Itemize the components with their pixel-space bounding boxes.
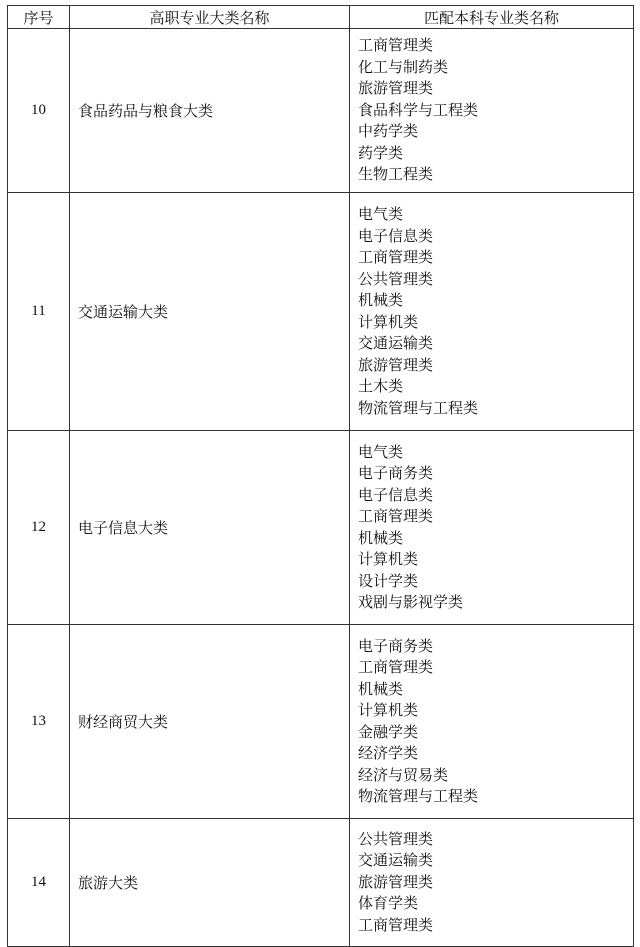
undergrad-major-item: 计算机类: [358, 312, 419, 331]
row-number: 11: [8, 193, 70, 431]
vocational-category: 旅游大类: [70, 819, 350, 947]
undergrad-major-item: 经济与贸易类: [358, 765, 449, 784]
undergrad-major-item: 机械类: [358, 679, 404, 698]
table-row: [8, 29, 634, 193]
undergrad-major-item: 戏剧与影视学类: [358, 593, 464, 611]
major-matching-table: [7, 5, 634, 947]
undergrad-major-item: 工商管理类: [358, 248, 434, 266]
undergrad-major-item: 体育学类: [358, 894, 419, 913]
undergrad-major-item: 经济学类: [358, 744, 419, 762]
undergrad-major-item: 金融学类: [358, 722, 419, 741]
undergrad-major-item: 交通运输类: [358, 334, 434, 352]
undergrad-major-item: 工商管理类: [358, 658, 434, 676]
undergrad-major-item: 旅游管理类: [358, 79, 434, 98]
table-row: [8, 431, 634, 625]
undergrad-major-item: 电气类: [358, 205, 404, 223]
undergrad-major-item: 电子信息类: [358, 485, 434, 504]
row-number: 13: [8, 625, 70, 819]
row-number: 10: [8, 29, 70, 193]
undergrad-major-item: 计算机类: [358, 701, 419, 719]
undergrad-major-list: [350, 819, 634, 947]
undergrad-major-item: 旅游管理类: [358, 355, 434, 374]
undergrad-major-item: 设计学类: [358, 571, 419, 590]
undergrad-major-item: 药学类: [358, 143, 404, 162]
header-vocational-category: 高职专业大类名称: [70, 6, 350, 29]
header-seq: 序号: [8, 6, 70, 29]
vocational-category: 财经商贸大类: [70, 625, 350, 819]
header-undergrad-category: 匹配本科专业类名称: [350, 6, 634, 29]
undergrad-major-item: 交通运输类: [358, 851, 434, 870]
header-row: [8, 6, 634, 29]
undergrad-major-list: [350, 29, 634, 193]
undergrad-major-item: 工商管理类: [358, 507, 434, 525]
undergrad-major-item: 生物工程类: [358, 165, 434, 184]
undergrad-major-item: 工商管理类: [358, 36, 434, 55]
undergrad-major-list: [350, 193, 634, 431]
vocational-category: 电子信息大类: [70, 431, 350, 625]
undergrad-major-item: 电子信息类: [358, 226, 434, 245]
undergrad-major-item: 土木类: [358, 377, 404, 395]
table-row: [8, 193, 634, 431]
undergrad-major-item: 计算机类: [358, 550, 419, 568]
row-number: 12: [8, 431, 70, 625]
undergrad-major-item: 公共管理类: [358, 829, 434, 848]
undergrad-major-item: 电气类: [358, 442, 404, 461]
table-row: [8, 625, 634, 819]
undergrad-major-item: 食品科学与工程类: [358, 100, 479, 119]
undergrad-major-item: 电子商务类: [358, 636, 434, 655]
undergrad-major-item: 机械类: [358, 291, 404, 309]
undergrad-major-item: 工商管理类: [358, 915, 434, 934]
vocational-category: 食品药品与粮食大类: [70, 29, 350, 193]
undergrad-major-item: 机械类: [358, 528, 404, 547]
undergrad-major-item: 公共管理类: [358, 269, 434, 288]
vocational-category: 交通运输大类: [70, 193, 350, 431]
undergrad-major-item: 电子商务类: [358, 464, 434, 482]
row-number: 14: [8, 819, 70, 947]
undergrad-major-list: [350, 625, 634, 819]
undergrad-major-item: 旅游管理类: [358, 872, 434, 891]
undergrad-major-item: 物流管理与工程类: [358, 787, 479, 805]
undergrad-major-item: 物流管理与工程类: [358, 398, 479, 417]
undergrad-major-item: 化工与制药类: [358, 57, 449, 76]
undergrad-major-item: 中药学类: [358, 122, 419, 141]
table-row: [8, 819, 634, 947]
undergrad-major-list: [350, 431, 634, 625]
